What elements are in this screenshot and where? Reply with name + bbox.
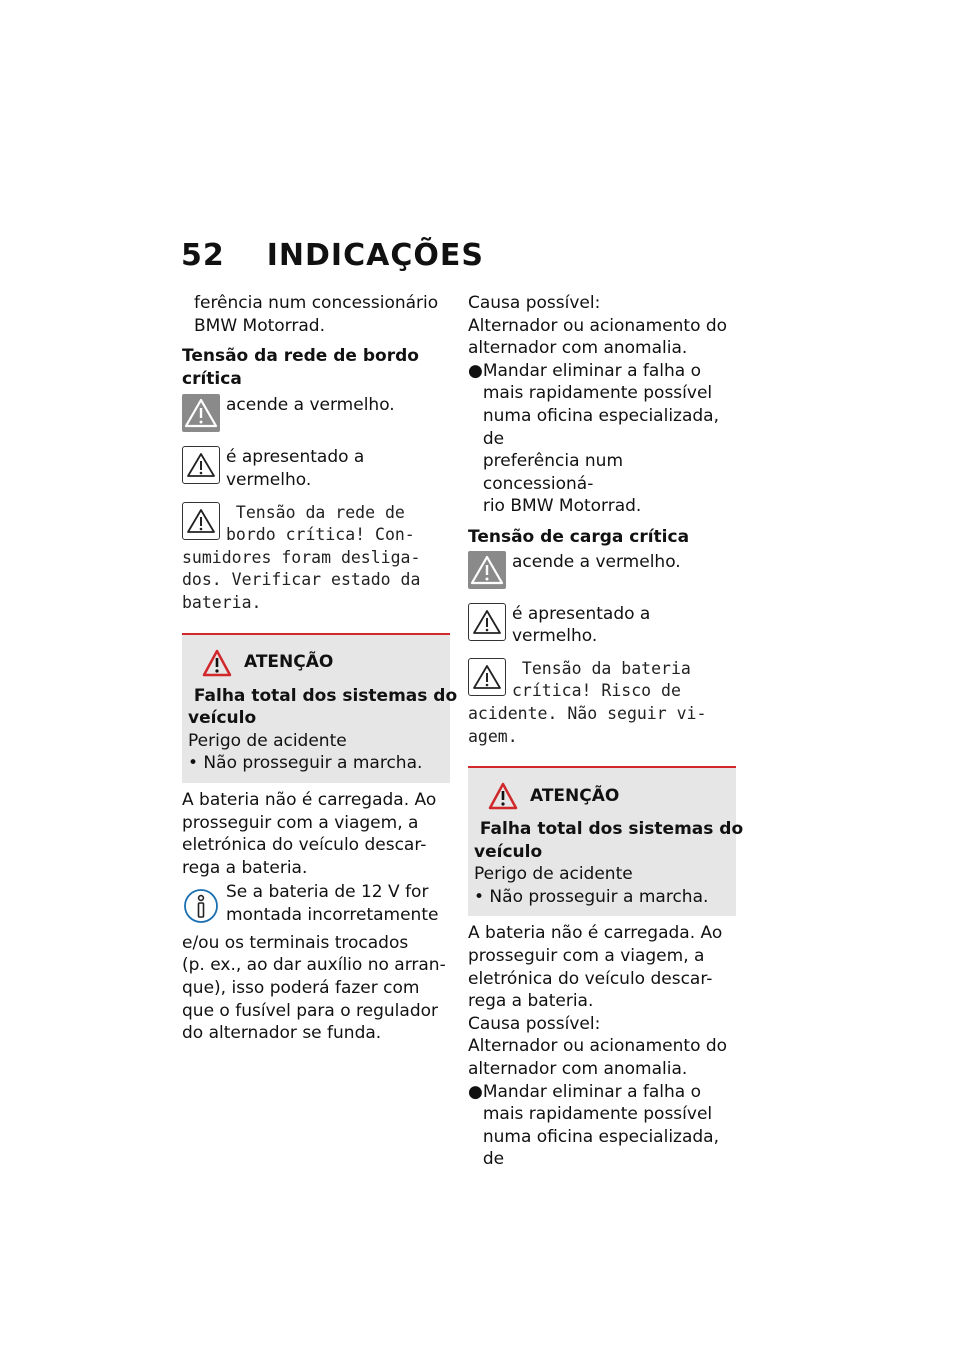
warning-display-icon: [468, 658, 506, 696]
warning-display-icon: [182, 446, 220, 484]
warning-action: • Não prosseguir a marcha.: [474, 886, 709, 907]
cause2-label: Causa possível:: [468, 1013, 601, 1034]
bullet-icon: ●: [468, 360, 483, 381]
warning-lamp-icon: [468, 551, 506, 589]
info-line-1: Se a bateria de 12 V for: [226, 882, 429, 903]
info-icon: [182, 887, 220, 932]
display-text: é apresentado a vermelho.: [512, 603, 651, 647]
bullet-item: ● Mandar eliminar a falha o mais rapidamente possível numa oficina especializada, de: [468, 1081, 720, 1170]
intro-line-1: ferência num concessionário: [194, 293, 439, 313]
left-column: [182, 292, 458, 1045]
info-line-5: que), isso poderá fazer com: [182, 978, 420, 999]
alert-triangle-icon: [202, 649, 232, 677]
info-line-6: que o fusível para o regulador: [182, 1000, 439, 1021]
info-line-7: do alternador se funda.: [182, 1023, 382, 1044]
info-line-2: montada incorretamente: [226, 904, 439, 925]
msg-line-3: sumidores foram desliga-: [182, 547, 421, 567]
lamp-text: acende a vermelho.: [512, 551, 681, 572]
warning-title: ATENÇÃO: [244, 652, 334, 673]
msg-line-2: crítica! Risco de: [512, 681, 681, 701]
heading-charge-voltage: Tensão de carga crítica: [468, 526, 690, 547]
warning-box: [468, 766, 744, 916]
cause2-line-1: Alternador ou acionamento do: [468, 1036, 728, 1057]
cause-line-1: Alternador ou acionamento do: [468, 315, 728, 336]
explanation-paragraph: A bateria não é carregada. Ao prosseguir com a viagem, a eletrónica do veículo descar- rega a bateria.: [182, 789, 437, 878]
alert-triangle-icon: [488, 782, 518, 810]
lamp-row: [468, 551, 736, 589]
warning-action: • Não prosseguir a marcha.: [188, 753, 423, 774]
cause2-line-2: alternador com anomalia.: [468, 1059, 688, 1080]
warning-lamp-icon: [182, 394, 220, 432]
intro-line-2: BMW Motorrad.: [194, 315, 325, 336]
explanation-paragraph: A bateria não é carregada. Ao prosseguir com a viagem, a eletrónica do veículo descar- rega a bateria.: [468, 923, 723, 1012]
page-title: [181, 238, 484, 273]
lamp-row: [182, 394, 450, 432]
cause-line-2: alternador com anomalia.: [468, 338, 688, 359]
display-row: [468, 603, 736, 648]
bullet-icon: ●: [468, 1081, 483, 1102]
msg-line-1: Tensão da rede de: [226, 502, 405, 522]
lamp-text: acende a vermelho.: [226, 395, 395, 416]
warning-hazard: Perigo de acidente: [188, 730, 347, 751]
msg-line-4: dos. Verificar estado da: [182, 570, 421, 590]
heading-board-voltage: Tensão da rede de bordo crítica: [182, 346, 419, 389]
cause-label: Causa possível:: [468, 293, 601, 313]
display-text: é apresentado a vermelho.: [226, 447, 365, 490]
display-message: [468, 658, 736, 748]
warning-hazard: Perigo de acidente: [474, 864, 633, 885]
page-number: 52: [181, 238, 225, 273]
bullet-item: ● Mandar eliminar a falha o mais rapidamente possível numa oficina especializada, de preferência num concessioná- rio BMW Motorrad.: [468, 360, 720, 517]
right-column: [468, 292, 744, 1171]
info-line-3: e/ou os terminais trocados: [182, 932, 409, 953]
msg-line-5: bateria.: [182, 592, 262, 612]
section-title: INDICAÇÕES: [266, 238, 484, 273]
msg-line-4: agem.: [468, 726, 518, 746]
warning-title: ATENÇÃO: [530, 785, 620, 806]
display-row: [182, 446, 450, 491]
msg-line-3: acidente. Não seguir vi-: [468, 703, 707, 723]
warning-subtitle: Falha total dos sistemas do veículo: [188, 685, 458, 729]
info-note: [182, 881, 450, 932]
warning-display-icon: [182, 502, 220, 540]
warning-display-icon: [468, 603, 506, 641]
warning-subtitle: Falha total dos sistemas do veículo: [474, 819, 744, 862]
info-line-4: (p. ex., ao dar auxílio no arran-: [182, 955, 446, 976]
warning-box: [182, 633, 458, 783]
msg-line-2: bordo crítica! Con-: [226, 525, 415, 545]
msg-line-1: Tensão da bateria: [512, 658, 691, 678]
display-message: [182, 502, 450, 615]
